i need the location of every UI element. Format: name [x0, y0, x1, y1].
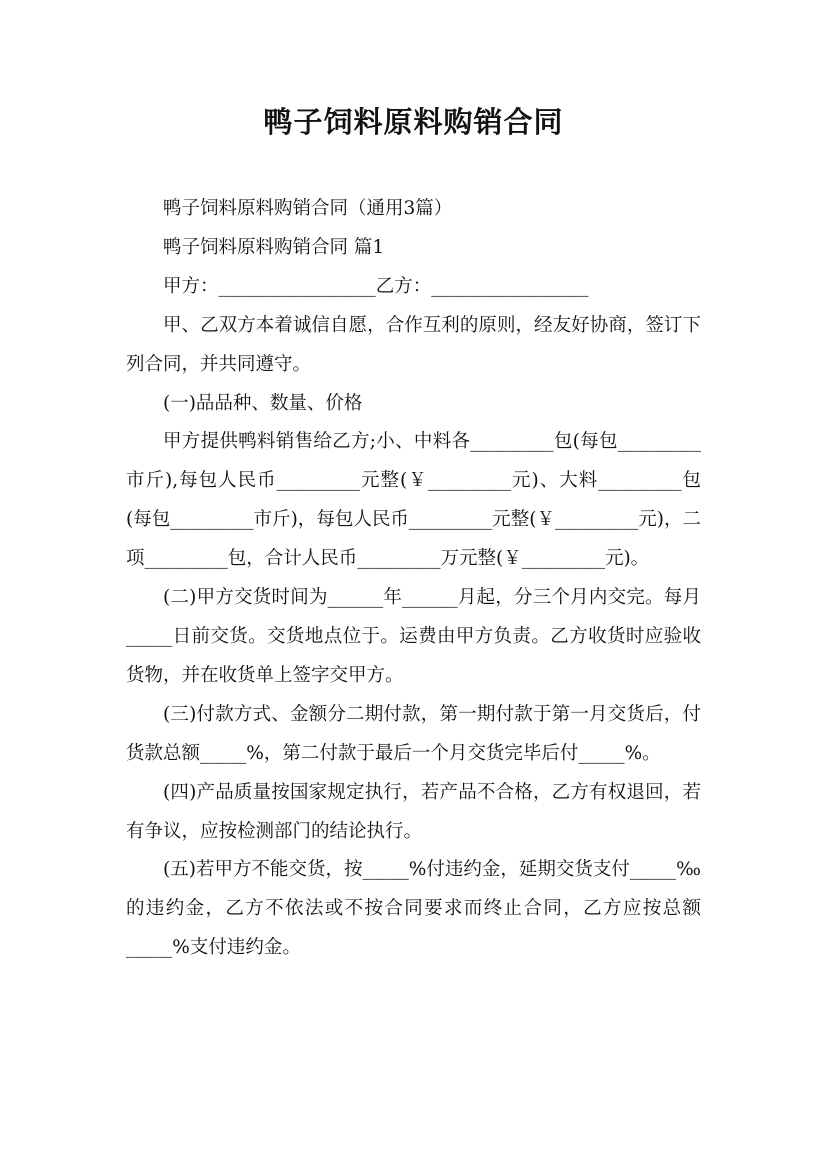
paragraph-clause-3: (三)付款方式、金额分二期付款，第一期付款于第一月交货后，付货款总额_____%，第二付款于最后一个月交货完毕后付_____%。: [126, 703, 701, 764]
paragraph-parties: 甲方：_________________乙方：_________________: [163, 275, 589, 297]
paragraph-clause-5: (五)若甲方不能交货，按_____%付违约金，延期交货支付_____‰的违约金，乙方不依法或不按合同要求而终止合同，乙方应按总额_____%支付违约金。: [126, 859, 701, 959]
paragraph-clause-2: (二)甲方交货时间为______年______月起，分三个月内交完。每月_____日前交货。交货地点位于。运费由甲方负责。乙方收货时应验收货物，并在收货单上签字交甲方。: [126, 587, 701, 686]
paragraph-section-heading: 鸭子饲料原料购销合同 篇1: [163, 236, 385, 258]
document-title: 鸭子饲料原料购销合同: [263, 105, 564, 139]
document-body: [126, 190, 701, 968]
paragraph-clause-1-body: 甲方提供鸭料销售给乙方;小、中料各_________包(每包_________市斤),每包人民币_________元整(￥_________元)、大料_________包(每包_________市斤)，每包人民币_________元整(￥_________元)，二项_________包，合计人民币_________万元整(￥_________元)。: [126, 431, 701, 570]
paragraph-preamble: 甲、乙双方本着诚信自愿，合作互利的原则，经友好协商，签订下列合同，并共同遵守。: [126, 314, 701, 375]
paragraph-clause-4: (四)产品质量按国家规定执行，若产品不合格，乙方有权退回，若有争议，应按检测部门的结论执行。: [126, 781, 701, 842]
paragraph-subtitle: 鸭子饲料原料购销合同（通用3篇）: [163, 198, 453, 219]
paragraph-clause-1-heading: (一)品品种、数量、价格: [163, 392, 363, 414]
